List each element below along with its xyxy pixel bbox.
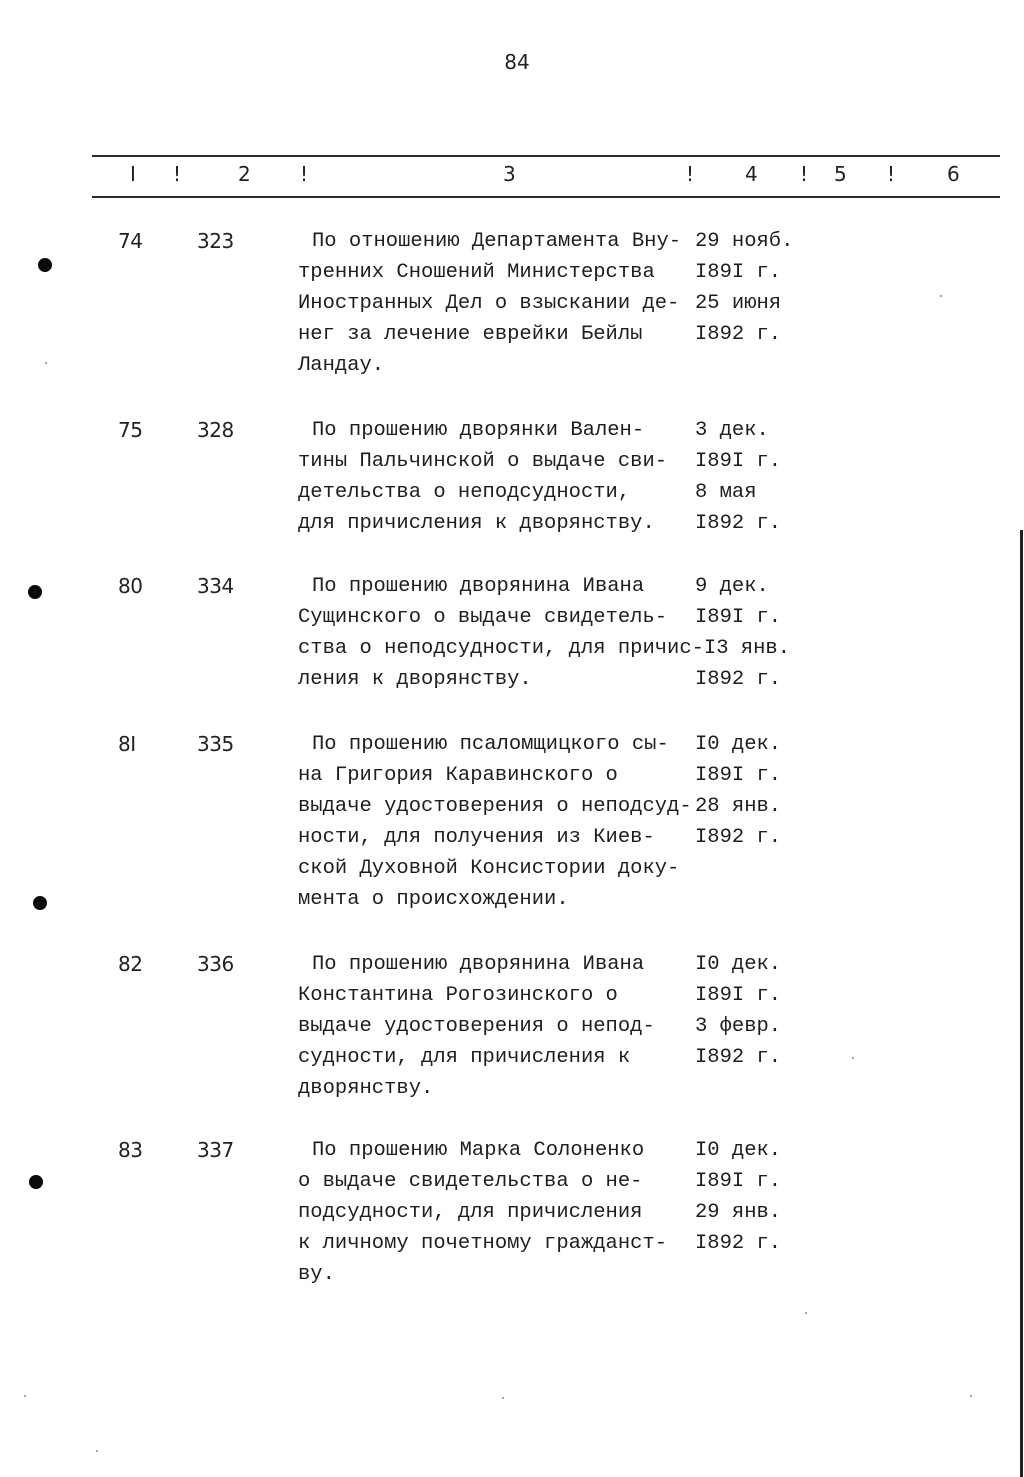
entry-line [298,319,858,350]
description-text: на Григория Каравинского о [298,764,618,787]
description-text: ления к дворянству. [298,668,532,691]
header-separator: ! [887,162,896,186]
file-number: 323 [197,229,234,253]
file-number: 336 [197,952,234,976]
date-text: I892 г. [695,668,782,691]
description-text: По прошению дворянки Вален- [312,419,645,442]
entry-line [298,350,858,381]
description-text: Иностранных Дел о взыскании де- [298,292,680,315]
description-text: о выдаче свидетельства о не- [298,1170,643,1193]
description-text: Константина Рогозинского о [298,984,618,1007]
header-col-6: 6 [947,162,960,186]
date-text: I0 дек. [695,953,782,976]
scan-speck [96,1450,98,1452]
header-separator: ! [800,162,809,186]
date-text: I89I г. [695,261,782,284]
entry-line [298,1197,858,1228]
entry-line [298,949,858,980]
description-text: судности, для причисления к [298,1046,631,1069]
description-text: По прошению псаломщицкого сы- [312,733,669,756]
date-text: I89I г. [695,606,782,629]
date-text: 29 нояб. [695,230,794,253]
description-text: ской Духовной Консистории доку- [298,857,680,880]
date-text: 29 янв. [695,1201,782,1224]
date-text: I892 г. [695,1046,782,1069]
date-text: I892 г. [695,323,782,346]
entry-number: 8I [118,732,136,756]
description-text: По прошению дворянина Ивана [312,953,645,976]
date-text: I89I г. [695,764,782,787]
date-text: I892 г. [695,1232,782,1255]
entry-line [298,415,858,446]
entry-number: 74 [118,229,143,253]
description-text: ности, для получения из Киев- [298,826,655,849]
header-col-1: I [130,162,136,186]
description-text: к личному почетному гражданст- [298,1232,668,1255]
date-text: I3 янв. [703,637,791,660]
entry-line [298,1073,858,1104]
scan-speck [852,1057,854,1059]
page-number: 84 [504,50,530,74]
entry-line [298,571,858,602]
entry-line [298,791,858,822]
entry-line [298,446,858,477]
punch-hole-mark [33,896,47,910]
entry-line [298,257,858,288]
date-text: 3 февр. [695,1015,782,1038]
page-edge-line [1020,530,1023,1477]
header-col-5: 5 [834,162,847,186]
description-text: мента о происхождении. [298,888,569,911]
entry-line [298,1228,858,1259]
description-text: нег за лечение еврейки Бейлы [298,323,643,346]
description-text: По прошению Марка Солоненко [312,1139,645,1162]
description-text: выдаче удостоверения о непод- [298,1015,655,1038]
header-col-4: 4 [745,162,758,186]
entry-number: 82 [118,952,143,976]
entry-line [298,1011,858,1042]
header-top-rule [92,155,1000,157]
date-text: 8 мая [695,481,757,504]
date-text: I89I г. [695,450,782,473]
entry-line [298,1166,858,1197]
description-text: Сущинского о выдаче свидетель- [298,606,668,629]
entry-line [298,1042,858,1073]
entry-line [298,729,858,760]
header-col-2: 2 [238,162,251,186]
date-text: I0 дек. [695,1139,782,1162]
file-number: 328 [197,418,234,442]
description-text: тренних Сношений Министерства [298,261,655,284]
description-text: Ландау. [298,354,385,377]
entry-line [298,760,858,791]
entry-line [298,508,858,539]
description-text: тины Пальчинской о выдаче сви- [298,450,668,473]
punch-hole-mark [38,258,52,272]
entry-line [298,226,858,257]
entry-line [298,602,858,633]
scan-speck [45,362,47,364]
entry-line [298,1259,858,1290]
scan-speck [970,1395,972,1397]
description-text: ву. [298,1263,335,1286]
entry-number: 75 [118,418,143,442]
description-text: подсудности, для причисления [298,1201,643,1224]
description-text: выдаче удостоверения о неподсуд- [298,795,692,818]
entry-line [298,884,858,915]
entry-line [298,1135,858,1166]
date-text: I89I г. [695,984,782,1007]
file-number: 337 [197,1138,234,1162]
date-text: 3 дек. [695,419,769,442]
header-separator: ! [686,162,695,186]
file-number: 335 [197,732,234,756]
date-text: I892 г. [695,826,782,849]
date-text: I892 г. [695,512,782,535]
header-bottom-rule [92,196,1000,198]
header-separator: ! [173,162,182,186]
entry-line [298,477,858,508]
punch-hole-mark [28,585,42,599]
description-text: По прошению дворянина Ивана [312,575,645,598]
entry-line [298,980,858,1011]
date-text: I89I г. [695,1170,782,1193]
date-text: 25 июня [695,292,782,315]
entry-line [298,288,858,319]
date-text: I0 дек. [695,733,782,756]
scan-speck [24,1395,26,1397]
entry-number: 80 [118,574,143,598]
description-text: для причисления к дворянству. [298,512,655,535]
description-text: ства о неподсудности, для причис- [298,637,704,660]
header-separator: ! [300,162,309,186]
file-number: 334 [197,574,234,598]
description-text: По отношению Департамента Вну- [312,230,682,253]
entry-line [298,853,858,884]
scan-speck [940,295,942,297]
entry-line [298,664,858,695]
scan-speck [502,1397,504,1399]
entry-line [298,822,858,853]
description-text: детельства о неподсудности, [298,481,631,504]
header-col-3: 3 [503,162,516,186]
entry-number: 83 [118,1138,143,1162]
date-text: 28 янв. [695,795,782,818]
description-text: дворянству. [298,1077,434,1100]
punch-hole-mark [29,1175,43,1189]
scan-speck [805,1312,807,1314]
entry-line [298,633,858,664]
date-text: 9 дек. [695,575,769,598]
